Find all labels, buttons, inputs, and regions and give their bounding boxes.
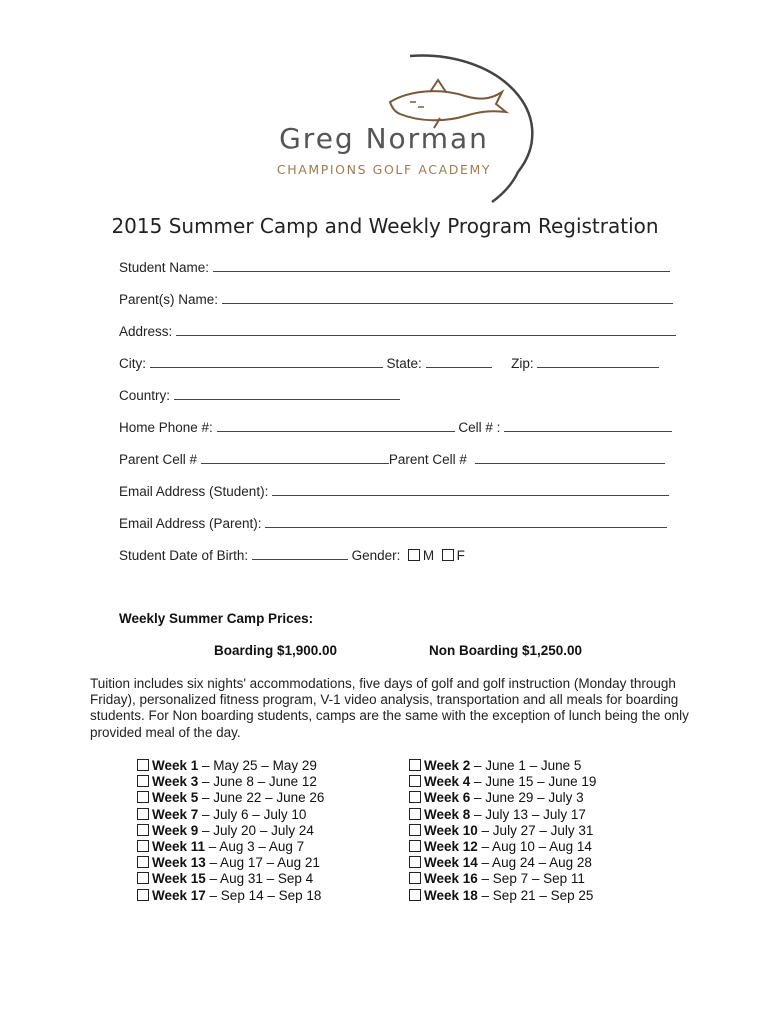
week-checkbox[interactable] (137, 775, 149, 787)
email-parent-label: Email Address (Parent): (119, 516, 262, 531)
week-checkbox[interactable] (409, 840, 421, 852)
week-dates: – Aug 24 – Aug 28 (477, 855, 592, 871)
week-option[interactable] (409, 807, 596, 823)
week-dates: – July 20 – July 24 (198, 822, 314, 838)
week-option[interactable] (137, 807, 324, 823)
address-line[interactable] (176, 323, 676, 336)
email-student-label: Email Address (Student): (119, 484, 269, 499)
parent-name-line[interactable] (222, 291, 673, 304)
week-dates: – Sep 7 – Sep 11 (477, 871, 585, 887)
weeks-column-right (409, 758, 596, 904)
week-option[interactable] (137, 839, 324, 855)
state-label: State: (386, 356, 422, 371)
address-field[interactable] (119, 323, 676, 339)
week-option[interactable] (137, 888, 324, 904)
week-checkbox[interactable] (409, 808, 421, 820)
week-label: Week 10 (424, 822, 478, 838)
parent-cell-line-1[interactable] (201, 451, 389, 464)
email-parent-line[interactable] (265, 515, 667, 528)
week-label: Week 18 (424, 887, 478, 903)
tuition-description: Tuition includes six nights' accommodations, five days of golf and golf instruction (Monday through Friday), personalized fitness program, V-1 video analysis, transportation and all meals for boarding students. For Non boarding students, camps are the same with the exception of lunch being the only provided meal of the day. (90, 676, 689, 740)
week-dates: – July 13 – July 17 (470, 806, 586, 822)
week-checkbox[interactable] (137, 856, 149, 868)
week-checkbox[interactable] (409, 856, 421, 868)
zip-line[interactable] (537, 355, 659, 368)
week-checkbox[interactable] (409, 872, 421, 884)
week-checkbox[interactable] (409, 824, 421, 836)
student-name-line[interactable] (213, 259, 670, 272)
weeks-column-left (137, 758, 324, 904)
parent-cell-label-1: Parent Cell # (119, 452, 198, 467)
week-label: Week 2 (424, 758, 471, 773)
week-label: Week 12 (424, 839, 478, 855)
dob-label: Student Date of Birth: (119, 548, 249, 563)
week-dates: – June 22 – June 26 (198, 790, 325, 806)
gender-m-checkbox[interactable] (408, 549, 420, 561)
week-option[interactable] (409, 774, 596, 790)
week-option[interactable] (137, 774, 324, 790)
week-checkbox[interactable] (137, 824, 149, 836)
prices-heading: Weekly Summer Camp Prices: (119, 611, 314, 626)
parent-name-field[interactable] (119, 291, 673, 307)
cell-label: Cell # : (458, 420, 501, 435)
week-checkbox[interactable] (409, 889, 421, 901)
week-dates: – June 29 – July 3 (470, 790, 584, 806)
parent-cell-label-2: Parent Cell # (388, 452, 467, 467)
week-dates: – Sep 14 – Sep 18 (205, 887, 322, 903)
week-dates: – Aug 10 – Aug 14 (477, 839, 592, 855)
week-label: Week 15 (152, 871, 206, 887)
week-option[interactable] (409, 871, 596, 887)
week-option[interactable] (409, 855, 596, 871)
non-boarding-price: Non Boarding $1,250.00 (429, 643, 583, 658)
week-label: Week 14 (424, 855, 478, 871)
week-label: Week 3 (152, 774, 199, 790)
week-checkbox[interactable] (409, 775, 421, 787)
gender-label: Gender: (351, 548, 401, 563)
week-label: Week 6 (424, 790, 471, 806)
week-label: Week 11 (152, 839, 206, 855)
week-dates: – Aug 17 – Aug 21 (205, 855, 320, 871)
week-label: Week 16 (424, 871, 478, 887)
week-checkbox[interactable] (409, 759, 421, 771)
week-dates: – Sep 21 – Sep 25 (477, 887, 594, 903)
logo-subtitle: CHAMPIONS GOLF ACADEMY (276, 162, 492, 177)
city-label: City: (119, 356, 146, 371)
week-checkbox[interactable] (137, 808, 149, 820)
address-label: Address: (119, 324, 173, 339)
dob-line[interactable] (252, 547, 348, 560)
week-label: Week 8 (424, 806, 471, 822)
week-option[interactable] (409, 823, 596, 839)
parent-cell-row[interactable] (119, 451, 665, 467)
week-label: Week 1 (152, 758, 199, 773)
email-student-field[interactable] (119, 483, 669, 499)
state-line[interactable] (426, 355, 492, 368)
week-option[interactable] (137, 790, 324, 806)
email-parent-field[interactable] (119, 515, 667, 531)
gender-f-label: F (456, 548, 465, 563)
week-checkbox[interactable] (409, 791, 421, 803)
gender-m-label: M (422, 548, 435, 563)
week-checkbox[interactable] (137, 759, 149, 771)
page-title: 2015 Summer Camp and Weekly Program Registration (111, 214, 659, 238)
boarding-price: Boarding $1,900.00 (214, 643, 338, 658)
gender-f-checkbox[interactable] (442, 549, 454, 561)
week-label: Week 17 (152, 887, 206, 903)
city-state-zip-row[interactable] (119, 355, 659, 371)
week-option[interactable] (409, 839, 596, 855)
week-checkbox[interactable] (137, 791, 149, 803)
country-line[interactable] (174, 387, 400, 400)
dob-gender-row[interactable] (119, 547, 465, 563)
home-phone-label: Home Phone #: (119, 420, 213, 435)
week-option[interactable] (137, 758, 324, 774)
week-label: Week 5 (152, 790, 199, 806)
week-option[interactable] (137, 871, 324, 887)
week-label: Week 9 (152, 822, 199, 838)
zip-label: Zip: (511, 356, 534, 371)
week-dates: – July 6 – July 10 (198, 806, 307, 822)
city-line[interactable] (150, 355, 383, 368)
week-option[interactable] (409, 790, 596, 806)
student-name-field[interactable] (119, 259, 670, 275)
logo-name: Greg Norman (279, 122, 489, 155)
week-label: Week 7 (152, 806, 199, 822)
week-option[interactable] (137, 855, 324, 871)
cell-line[interactable] (504, 419, 672, 432)
academy-logo (250, 52, 540, 212)
phone-row[interactable] (119, 419, 672, 435)
week-dates: – Aug 3 – Aug 7 (205, 839, 305, 855)
week-dates: – May 25 – May 29 (198, 758, 317, 773)
student-name-label: Student Name: (119, 260, 210, 275)
week-checkbox[interactable] (137, 872, 149, 884)
week-dates: – Aug 31 – Sep 4 (205, 871, 314, 887)
week-dates: – June 15 – June 19 (470, 774, 597, 790)
parent-cell-line-2[interactable] (475, 451, 665, 464)
week-option[interactable] (409, 888, 596, 904)
country-label: Country: (119, 388, 171, 403)
week-dates: – July 27 – July 31 (477, 822, 594, 838)
parent-name-label: Parent(s) Name: (119, 292, 219, 307)
home-phone-line[interactable] (217, 419, 455, 432)
country-field[interactable] (119, 387, 400, 403)
week-checkbox[interactable] (137, 889, 149, 901)
week-checkbox[interactable] (137, 840, 149, 852)
week-label: Week 4 (424, 774, 471, 790)
week-option[interactable] (409, 758, 596, 774)
week-option[interactable] (137, 823, 324, 839)
email-student-line[interactable] (272, 483, 669, 496)
week-label: Week 13 (152, 855, 206, 871)
week-dates: – June 8 – June 12 (198, 774, 317, 790)
week-dates: – June 1 – June 5 (470, 758, 582, 773)
